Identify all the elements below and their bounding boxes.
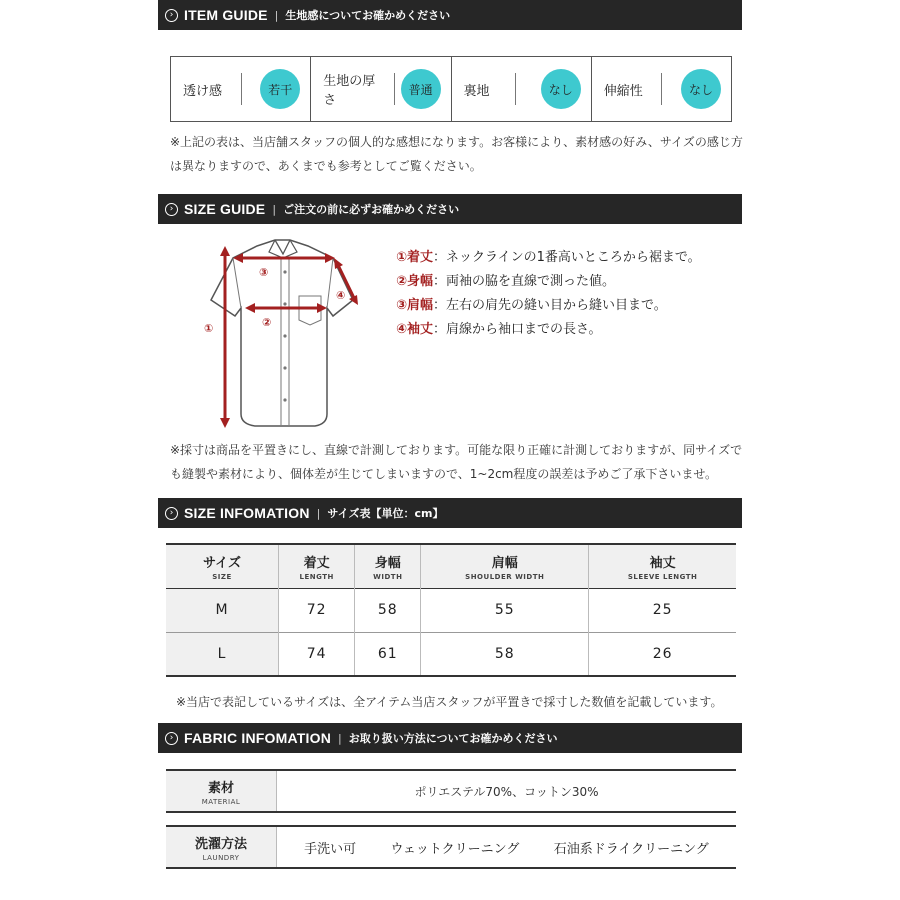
size-guide-descriptions (396, 246, 701, 342)
description-line: ①着丈：ネックラインの1番高いところから裾まで。 (396, 250, 701, 265)
item-guide-cell (452, 57, 592, 121)
item-guide-badge: なし (681, 69, 721, 109)
section-title: SIZE GUIDE (184, 201, 266, 217)
item-guide-cell (171, 57, 311, 121)
size-guide-header: › SIZE GUIDE | ご注文の前に必ずお確かめください (158, 194, 742, 224)
section-subtitle: お取り扱い方法についてお確かめください (348, 732, 558, 745)
item-guide-badge: 普通 (401, 69, 441, 109)
diagram-label-3: ③ (259, 266, 269, 279)
item-guide-cell (592, 57, 731, 121)
item-guide-note: ※上記の表は、当店舗スタッフの個人的な感想になります。お客様により、素材感の好み、サイズの感じ方 は異なりますので、あくまでも参考としてご覧ください。 (170, 135, 743, 173)
table-cell: 61 (355, 632, 421, 676)
column-header: 身幅 WIDTH (355, 544, 421, 588)
laundry-row (166, 825, 736, 869)
column-header: 着丈 LENGTH (279, 544, 355, 588)
table-row (166, 588, 736, 632)
table-cell: 72 (279, 588, 355, 632)
table-cell: 58 (355, 588, 421, 632)
diagram-label-2: ② (262, 316, 272, 329)
section-subtitle: 生地感についてお確かめください (285, 9, 451, 22)
laundry-items (277, 827, 736, 867)
column-header: 肩幅 SHOULDER WIDTH (421, 544, 589, 588)
table-row (166, 632, 736, 676)
item-guide-label: 透け感 (183, 83, 223, 99)
size-info-header: › SIZE INFOMATION | サイズ表【単位：cm】 (158, 498, 742, 528)
diagram-label-4: ④ (336, 289, 346, 302)
laundry-item: ウェットクリーニング (390, 841, 520, 857)
section-title: SIZE INFOMATION (184, 505, 310, 521)
table-cell: 58 (421, 632, 589, 676)
description-line: ④袖丈：肩線から袖口までの長さ。 (396, 322, 602, 337)
section-title: ITEM GUIDE (184, 7, 268, 23)
table-cell: 74 (279, 632, 355, 676)
table-cell: M (166, 588, 279, 632)
material-header: 素材 MATERIAL (166, 771, 277, 811)
description-line: ③肩幅：左右の肩先の縫い目から縫い目まで。 (396, 298, 667, 313)
item-guide-label: 伸縮性 (603, 83, 643, 99)
section-subtitle: ご注文の前に必ずお確かめください (283, 203, 460, 216)
table-cell: 26 (652, 645, 673, 662)
chevron-circle-icon: › (165, 9, 178, 22)
table-cell: 55 (421, 588, 589, 632)
item-guide-badge: なし (541, 69, 581, 109)
fabric-info-header: › FABRIC INFOMATION | お取り扱い方法についてお確かめください (158, 723, 742, 753)
item-guide-badge: 若干 (260, 69, 300, 109)
chevron-circle-icon: › (165, 507, 178, 520)
diagram-label-1: ① (204, 322, 214, 335)
material-value: ポリエステル70%、コットン30% (414, 784, 599, 799)
table-cell: L (166, 632, 279, 676)
size-info-note: ※当店で表記しているサイズは、全アイテム当店スタッフが平置きで採寸した数値を記載しています。 (176, 695, 723, 709)
item-guide-cell (311, 57, 451, 121)
laundry-item: 手洗い可 (304, 841, 357, 857)
item-guide-table (170, 56, 732, 122)
column-header: 袖丈 SLEEVE LENGTH (627, 555, 698, 581)
material-row (166, 769, 736, 813)
chevron-circle-icon: › (165, 732, 178, 745)
size-guide-note: ※採寸は商品を平置きにし、直線で計測しております。可能な限り正確に計測しておりますが、同サイズで も縫製や素材により、個体差が生じてしまいますので、1~2cm程度の誤差は予めご了承下さいませ。 (170, 443, 743, 481)
section-subtitle: サイズ表【単位：cm】 (327, 507, 444, 520)
shirt-diagram (195, 232, 370, 432)
size-table (166, 543, 736, 677)
chevron-circle-icon: › (165, 203, 178, 216)
laundry-item: 石油系ドライクリーニング (553, 841, 709, 857)
section-title: FABRIC INFOMATION (184, 730, 332, 746)
column-header: サイズ SIZE (166, 544, 279, 588)
laundry-header: 洗濯方法 LAUNDRY (166, 827, 277, 867)
item-guide-label: 裏地 (463, 83, 490, 99)
item-guide-header: › ITEM GUIDE | 生地感についてお確かめください (158, 0, 742, 30)
item-guide-label: 生地の厚さ (323, 74, 376, 108)
table-cell: 25 (652, 602, 673, 618)
description-line: ②身幅：両袖の脇を直線で測った値。 (396, 274, 616, 289)
table-header-row (166, 544, 736, 588)
